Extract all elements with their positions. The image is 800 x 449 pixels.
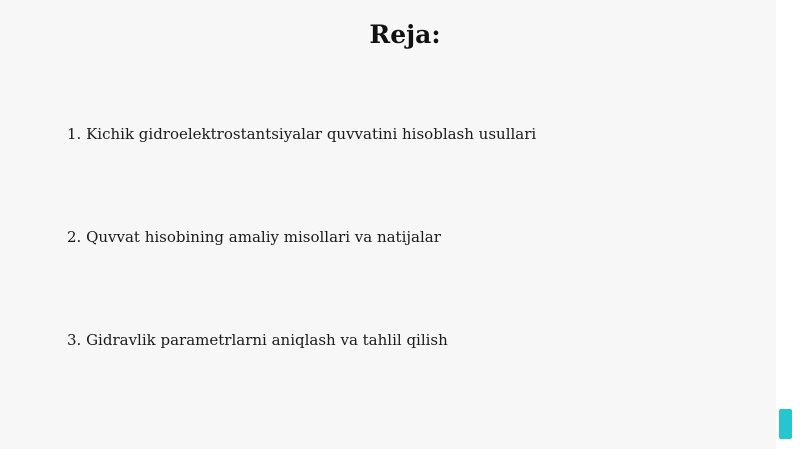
plan-item-2: 2. Quvvat hisobining amaliy misollari va natijalar — [67, 228, 441, 246]
plan-item-3: 3. Gidravlik parametrlarni aniqlash va tahlil qilish — [67, 331, 448, 349]
slide-title: Reja: — [369, 20, 441, 49]
plan-item-1: 1. Kichik gidroelektrostantsiyalar quvvatini hisoblash usullari — [67, 125, 537, 143]
scrollbar-thumb[interactable] — [779, 409, 792, 439]
scrollbar-track[interactable] — [776, 0, 800, 449]
